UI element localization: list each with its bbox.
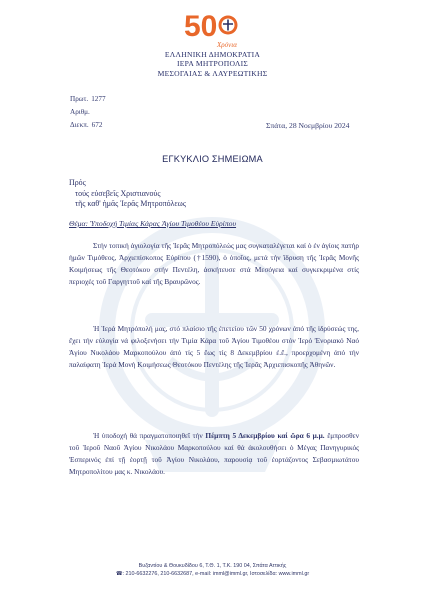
letterhead xyxy=(0,50,425,78)
fifty-years-logo-icon xyxy=(178,6,248,50)
recipient-line-2: τῆς καθ' ἡμᾶς Ἱερᾶς Μητροπόλεως xyxy=(75,199,186,208)
recipient-block xyxy=(69,178,186,210)
arithmos-line xyxy=(70,108,90,116)
paragraph-2: Ἡ Ἱερά Μητρόπολή μας, στό πλαίσιο τῆς ἐπετείου τῶν 50 χρόνων ἀπό τῆς ἱδρύσεώς της, ἔχει τήν εὐλογία νά φιλοξενήσει τήν Τιμία Κάρα τοῦ Ἁγίου Τιμοθέου στόν Ἱερό Ἐνοριακό Ναό Ἁγίου Νικολάου Μαρκοπούλου ἀπό τίς 5 ἕως τίς 8 Δεκεμβρίου ἐ.ἔ., προερχομένη ἀπό τήν παλαίφατη Ἱερά Μονή Κοιμήσεως Θεοτόκου Πεντέλης τῆς Ἱερᾶς Ἀρχιεπισκοπῆς Ἀθηνῶν. xyxy=(69,324,359,369)
recipient-to: Πρός xyxy=(69,178,86,187)
paragraph-3-rest: ἔμπροσθεν τοῦ Ἱεροῦ Ναοῦ Ἁγίου Νικολάου Μαρκοπούλου καί θά ἀκολουθήσει ὁ Μέγας Πανηγυρικός Ἑσπερινός ἐπί τῇ ἑορτῇ τοῦ Ἁγίου Νικολάου, παρουσίᾳ τοῦ ἑορτάζοντος Σεβασμιωτάτου Μητροπολίτου μας κ. Νικολάου. xyxy=(69,431,359,476)
protocol-label: Πρωτ. xyxy=(70,95,89,103)
diekp-value: 672 xyxy=(91,121,103,129)
diekp-label: Διεκπ. xyxy=(70,121,89,129)
paragraph-3-intro: Ἡ ὑποδοχή θά πραγματοποιηθεῖ τήν xyxy=(93,431,206,440)
footer xyxy=(0,562,425,578)
paragraph-3-date-highlight: Πέμπτη 5 Δεκεμβρίου καί ὥρα 6 μ.μ. xyxy=(205,431,325,440)
logo-ribbon-text: Χρόνια xyxy=(217,41,237,49)
letterhead-region: ΜΕΣΟΓΑΙΑΣ & ΛΑΥΡΕΩΤΙΚΗΣ xyxy=(157,68,268,78)
footer-address: Βυζαντίου & Θουκυδίδου 6, Τ.Θ. 1, Τ.Κ. 190 04, Σπάτα Αττικής xyxy=(138,563,287,569)
paragraph-3 xyxy=(69,430,359,478)
protocol-value: 1277 xyxy=(91,95,106,103)
protocol-number xyxy=(70,95,106,103)
subject-line: Θέμα: Ὑποδοχή Τιμίας Κάρας Ἁγίου Τιμοθέου Εὐρίπου xyxy=(69,219,237,228)
anniversary-logo xyxy=(178,6,248,50)
footer-contact: ☎: 210-6632276, 210-6632687, e-mail: imml@imml.gr, Ιστοσελίδα: www.imml.gr xyxy=(115,571,310,577)
arithmos-label: Αριθμ. xyxy=(70,108,90,116)
letterhead-country: ΕΛΛΗΝΙΚΗ ΔΗΜΟΚΡΑΤΙΑ xyxy=(164,50,261,59)
recipient-line-1: τούς εὐσεβεῖς Χριστιανούς xyxy=(75,188,161,198)
letterhead-institution: ΙΕΡΑ ΜΗΤΡΟΠΟΛΙΣ xyxy=(176,59,249,69)
paragraph-1: Στήν τοπική ἁγιολογία τῆς Ἱερᾶς Μητροπόλεώς μας συγκαταλέγεται καί ὁ ἐν ἁγίοις πατήρ ἡμῶν Τιμόθεος, Ἀρχιεπίσκοπος Εὐρίπου (†1590), ὁ ὁποῖος, μετά τήν ἵδρυση τῆς Ἱερᾶς Μονῆς Κοιμήσεως τῆς Θεοτόκου στήν Πεντέλη, ἀσκήτευσε στά Μεσόγεια καί συγκεκριμένα στίς περιοχές τοῦ Γαργηττοῦ καί τῆς Βραυρῶνος. xyxy=(69,241,359,286)
document-date: Σπάτα, 28 Νοεμβρίου 2024 xyxy=(266,121,350,130)
diekp-line xyxy=(70,121,102,129)
logo-fifty-text: 50 xyxy=(184,10,218,43)
document-title: ΕΓΚΥΚΛΙΟ ΣΗΜΕΙΩΜΑ xyxy=(162,154,263,164)
